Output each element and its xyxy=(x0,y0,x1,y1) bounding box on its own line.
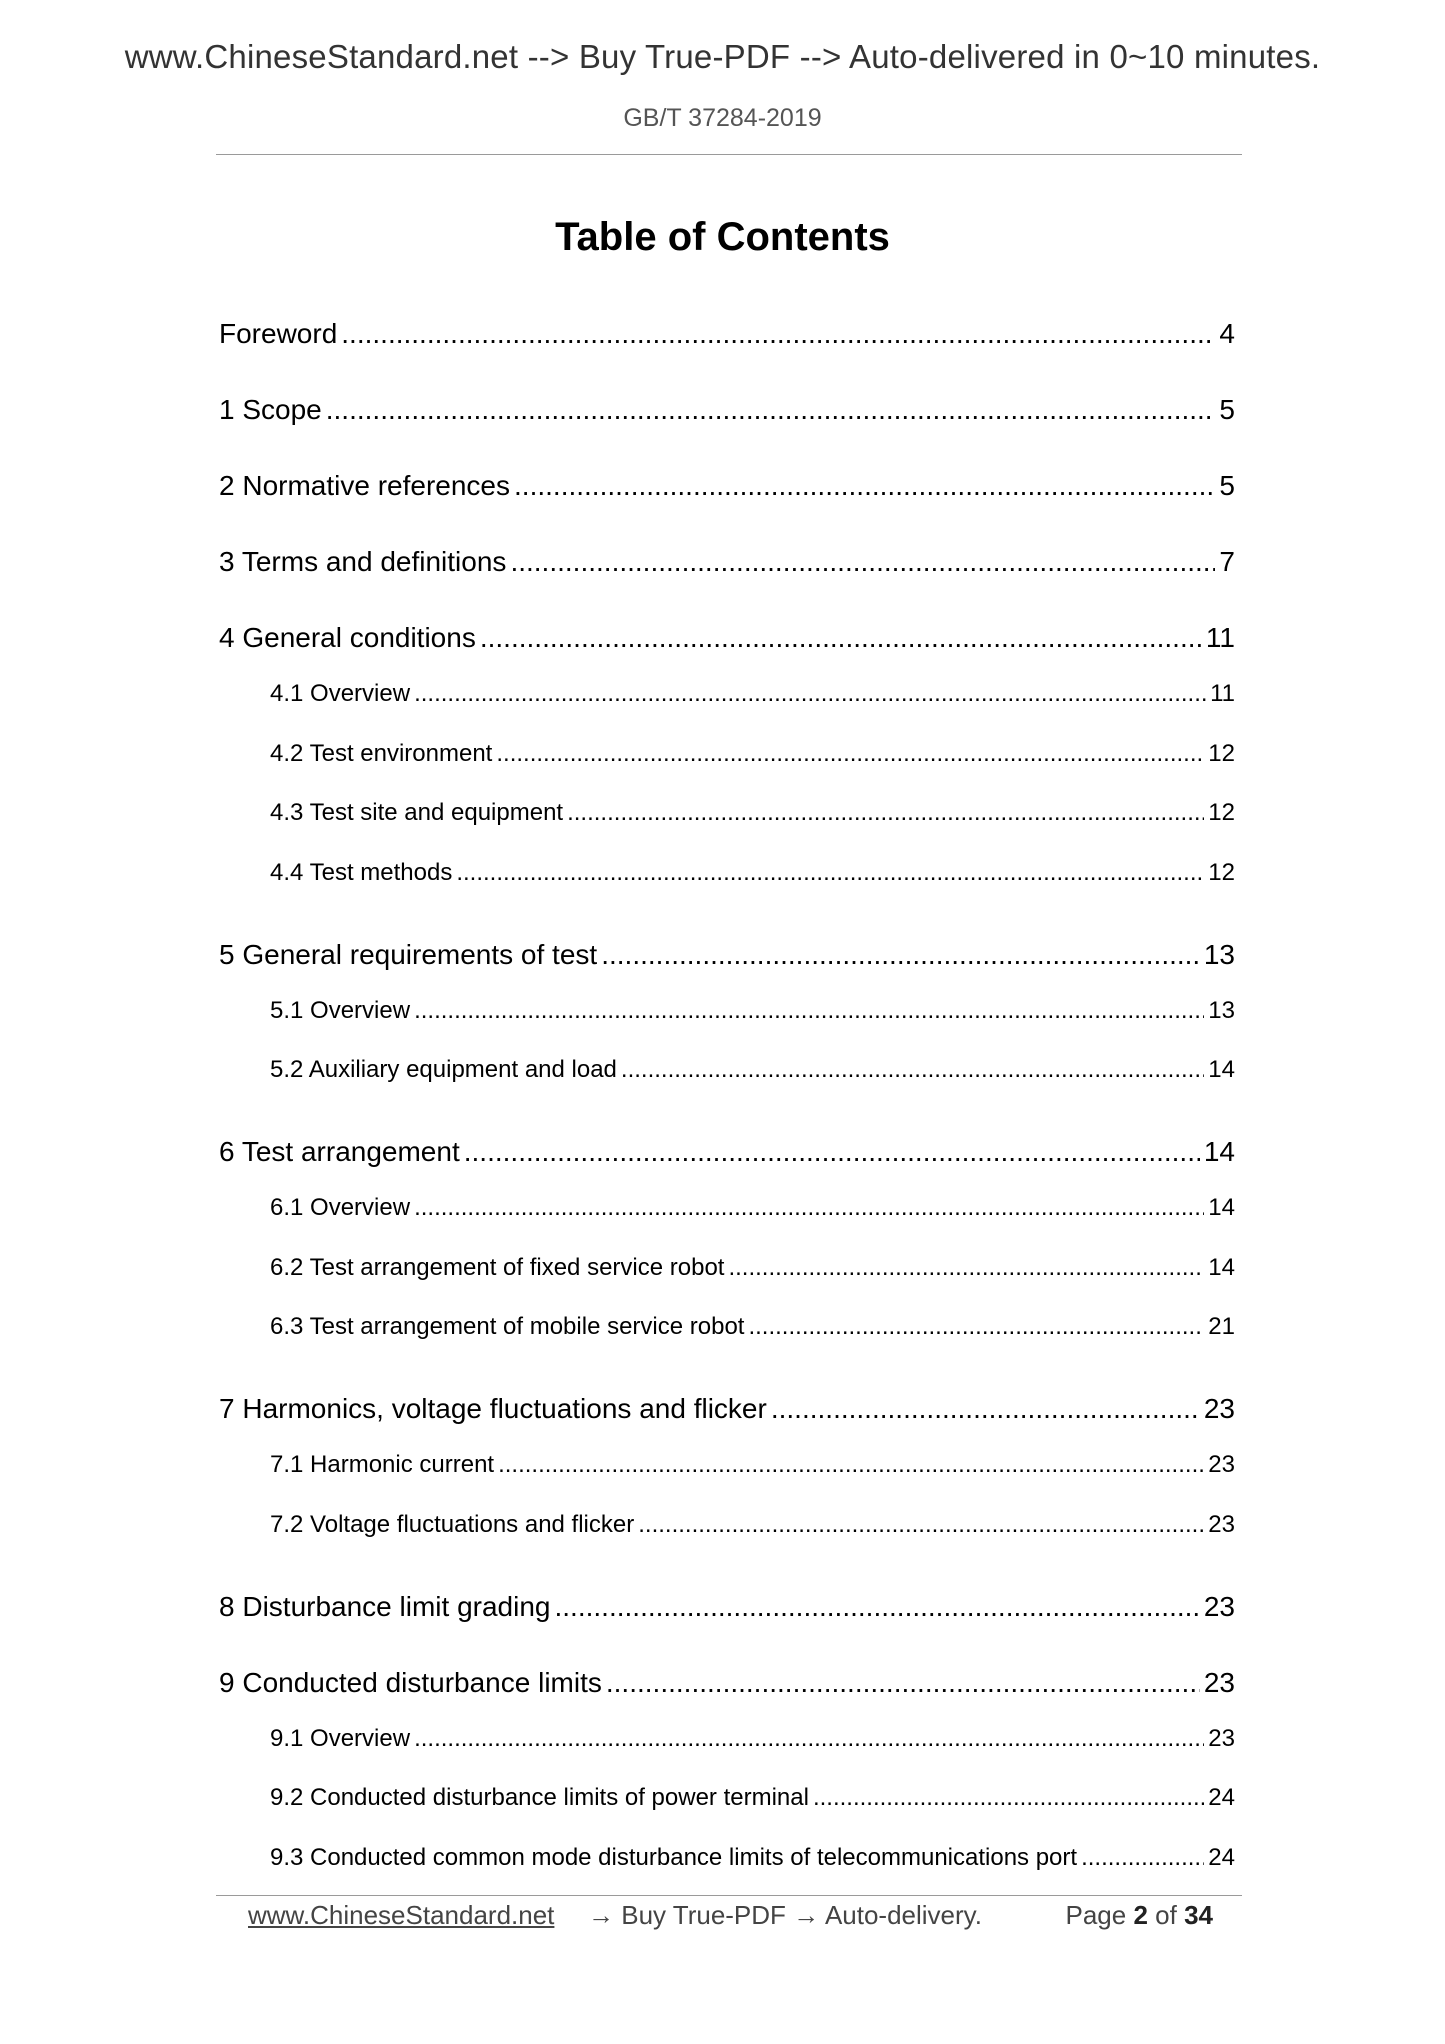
toc-subentry[interactable] xyxy=(270,1725,1235,1753)
toc-entry-label: 4.3 Test site and equipment xyxy=(270,799,564,826)
page-current: 2 xyxy=(1133,1900,1148,1930)
document-code: GB/T 37284-2019 xyxy=(623,104,822,132)
toc-entry[interactable] xyxy=(219,1667,1235,1699)
toc-entry-page: 14 xyxy=(1208,1253,1235,1281)
toc-subentry[interactable] xyxy=(270,859,1235,887)
page-total: 34 xyxy=(1184,1900,1213,1930)
toc-subentry[interactable] xyxy=(270,997,1235,1025)
dot-leader xyxy=(638,1511,1204,1539)
toc-entry-page: 11 xyxy=(1210,680,1235,707)
dot-leader xyxy=(326,394,1216,426)
dot-leader xyxy=(748,1313,1204,1341)
toc-entry[interactable] xyxy=(219,1591,1235,1623)
toc-entry-page: 4 xyxy=(1219,318,1235,349)
toc-entry-page: 12 xyxy=(1208,739,1235,767)
toc-entry-label: 3 Terms and definitions xyxy=(219,546,507,577)
toc-entry-label: 4 General conditions xyxy=(219,622,476,653)
toc-entry-label: 7.1 Harmonic current xyxy=(270,1451,495,1478)
toc-entry-page: 12 xyxy=(1208,799,1235,826)
toc-entry-page: 23 xyxy=(1203,1393,1235,1424)
toc-entry-label: 6.2 Test arrangement of fixed service robot xyxy=(270,1253,725,1281)
toc-subentry[interactable] xyxy=(270,1844,1235,1872)
toc-entry[interactable] xyxy=(219,622,1235,654)
page-footer xyxy=(248,1900,1213,1940)
toc-entry-page: 11 xyxy=(1205,622,1235,653)
toc-entry-label: 5.1 Overview xyxy=(270,996,411,1024)
toc-entry[interactable] xyxy=(219,394,1235,426)
dot-leader xyxy=(456,859,1204,887)
toc-entry-label: 6.1 Overview xyxy=(270,1194,411,1221)
toc-entry-page: 23 xyxy=(1208,1510,1235,1538)
toc-entry-label: 9.3 Conducted common mode disturbance limits of telecommunications port xyxy=(270,1843,1078,1871)
footer-divider xyxy=(216,1895,1242,1896)
page-number xyxy=(1065,1900,1213,1931)
toc-entry-label: 4.4 Test methods xyxy=(270,858,453,886)
toc-entry-page: 14 xyxy=(1208,1056,1235,1083)
dot-leader xyxy=(480,622,1202,654)
page-title: Table of Contents xyxy=(555,215,890,259)
dot-leader xyxy=(496,740,1204,768)
toc-entry-page: 23 xyxy=(1203,1666,1235,1698)
toc-entry-label: 6 Test arrangement xyxy=(219,1136,460,1167)
dot-leader xyxy=(498,1451,1204,1479)
dot-leader xyxy=(510,546,1215,578)
toc-entry-page: 14 xyxy=(1208,1194,1235,1221)
toc-entry-label: 6.3 Test arrangement of mobile service robot xyxy=(270,1313,745,1340)
toc-entry-label: 4.1 Overview xyxy=(270,680,411,707)
toc-entry-label: 9.2 Conducted disturbance limits of power terminal xyxy=(270,1784,809,1811)
toc-entry[interactable] xyxy=(219,1136,1235,1168)
toc-entry-page: 14 xyxy=(1203,1136,1235,1167)
toc-subentry[interactable] xyxy=(270,1056,1235,1084)
toc-subentry[interactable] xyxy=(270,799,1235,827)
dot-leader xyxy=(728,1254,1204,1282)
toc-entry-page: 13 xyxy=(1208,996,1235,1024)
top-banner-text: www.ChineseStandard.net --> Buy True-PDF --> Auto-delivered in 0~10 minutes. xyxy=(124,38,1321,75)
toc-entry-label: 9.1 Overview xyxy=(270,1724,411,1752)
footer-tagline: → Buy True-PDF → Auto-delivery. xyxy=(588,1900,982,1930)
toc-entry-page: 12 xyxy=(1208,858,1235,886)
page-word: Page xyxy=(1065,1900,1127,1930)
toc-subentry[interactable] xyxy=(270,680,1235,708)
dot-leader xyxy=(414,680,1206,708)
dot-leader xyxy=(414,1194,1204,1222)
toc-entry-label: 4.2 Test environment xyxy=(270,739,493,767)
toc-entry-label: 5 General requirements of test xyxy=(219,938,598,970)
dot-leader xyxy=(606,1667,1200,1699)
toc-entry[interactable] xyxy=(219,318,1235,350)
toc-entry[interactable] xyxy=(219,1393,1235,1425)
dot-leader xyxy=(514,470,1215,502)
toc-entry-label: 9 Conducted disturbance limits xyxy=(219,1666,602,1698)
toc-entry-page: 23 xyxy=(1208,1724,1235,1752)
dot-leader xyxy=(621,1056,1204,1084)
toc-entry-page: 23 xyxy=(1203,1590,1235,1622)
toc-entry-label: 7.2 Voltage fluctuations and flicker xyxy=(270,1510,635,1538)
toc-entry-label: Foreword xyxy=(219,318,338,349)
toc-entry-page: 5 xyxy=(1219,394,1235,425)
toc-subentry[interactable] xyxy=(270,1313,1235,1341)
footer-site-link[interactable]: www.ChineseStandard.net xyxy=(248,1900,555,1930)
dot-leader xyxy=(414,997,1204,1025)
toc-subentry[interactable] xyxy=(270,1511,1235,1539)
dot-leader xyxy=(555,1591,1200,1623)
dot-leader xyxy=(813,1784,1204,1812)
dot-leader xyxy=(1081,1844,1204,1872)
toc-entry-page: 24 xyxy=(1208,1784,1235,1811)
toc-entry-page: 5 xyxy=(1219,470,1235,501)
toc-entry-page: 7 xyxy=(1219,546,1235,577)
of-word: of xyxy=(1155,1900,1177,1930)
dot-leader xyxy=(771,1393,1200,1425)
toc-subentry[interactable] xyxy=(270,1194,1235,1222)
toc-entry-label: 1 Scope xyxy=(219,394,322,425)
toc-subentry[interactable] xyxy=(270,1254,1235,1282)
toc-entry-label: 8 Disturbance limit grading xyxy=(219,1590,551,1622)
toc-entry[interactable] xyxy=(219,470,1235,502)
toc-entry-label: 5.2 Auxiliary equipment and load xyxy=(270,1056,617,1083)
toc-entry-label: 2 Normative references xyxy=(219,470,511,501)
dot-leader xyxy=(601,939,1200,971)
dot-leader xyxy=(567,799,1204,827)
toc-entry-page: 21 xyxy=(1208,1313,1235,1340)
toc-subentry[interactable] xyxy=(270,740,1235,768)
toc-entry-page: 13 xyxy=(1203,938,1235,970)
toc-subentry[interactable] xyxy=(270,1451,1235,1479)
dot-leader xyxy=(341,318,1215,350)
toc-entry-label: 7 Harmonics, voltage fluctuations and flicker xyxy=(219,1393,767,1424)
toc-entry[interactable] xyxy=(219,939,1235,971)
toc-subentry[interactable] xyxy=(270,1784,1235,1812)
toc-entry-page: 23 xyxy=(1208,1451,1235,1478)
toc-entry-page: 24 xyxy=(1208,1843,1235,1871)
dot-leader xyxy=(414,1725,1204,1753)
toc-entry[interactable] xyxy=(219,546,1235,578)
dot-leader xyxy=(464,1136,1200,1168)
